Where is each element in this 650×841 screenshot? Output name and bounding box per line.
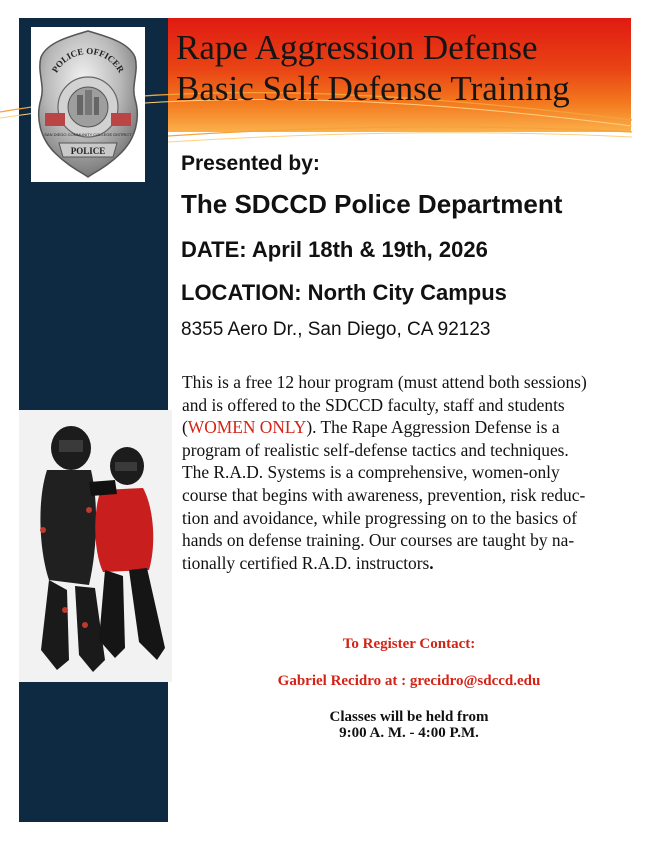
schedule-line-1: Classes will be held from [329, 709, 489, 725]
description-line [182, 552, 632, 575]
description-line [182, 416, 632, 439]
self-defense-illustration [19, 410, 172, 682]
description-line: course that begins with awareness, prevention, risk reduc- [182, 484, 586, 505]
register-heading: To Register Contact: [342, 636, 476, 652]
program-description [182, 371, 632, 574]
description-line: and is offered to the SDCCD faculty, staff and students [182, 394, 565, 415]
badge-top-text: POLICE OFFICER [49, 45, 127, 75]
department-name: The SDCCD Police Department [181, 189, 563, 219]
schedule-line-2: 9:00 A. M. - 4:00 P.M. [339, 725, 479, 741]
event-location: LOCATION: North City Campus [181, 280, 507, 305]
title-line-2: Basic Self Defense Training [176, 69, 570, 108]
description-line: program of realistic self-defense tactics and techniques. [182, 439, 569, 460]
title-line-1: Rape Aggression Defense [176, 28, 538, 67]
presented-by: Presented by: [181, 152, 320, 175]
register-contact: Gabriel Recidro at : grecidro@sdccd.edu [277, 673, 541, 689]
description-line: tion and avoidance, while progressing on to the basics of [182, 507, 578, 528]
police-badge-icon [31, 27, 145, 182]
description-paren: ( [182, 417, 188, 438]
event-date: DATE: April 18th & 19th, 2026 [181, 237, 488, 262]
badge-bottom-text: POLICE [70, 146, 106, 156]
women-only-highlight: WOMEN ONLY [187, 417, 307, 438]
description-line: This is a free 12 hour program (must attend both sessions) [182, 372, 587, 392]
description-line: The R.A.D. Systems is a comprehensive, women-only [182, 462, 560, 483]
event-address: 8355 Aero Dr., San Diego, CA 92123 [181, 319, 491, 340]
description-text: ). The Rape Aggression Defense is a [306, 417, 560, 438]
badge-middle-text: SAN DIEGO COMMUNITY COLLEGE DISTRICT [44, 132, 132, 137]
description-text: tionally certified R.A.D. instructors [182, 552, 430, 573]
description-line: hands on defense training. Our courses are taught by na- [182, 530, 575, 551]
description-period: . [429, 552, 434, 573]
